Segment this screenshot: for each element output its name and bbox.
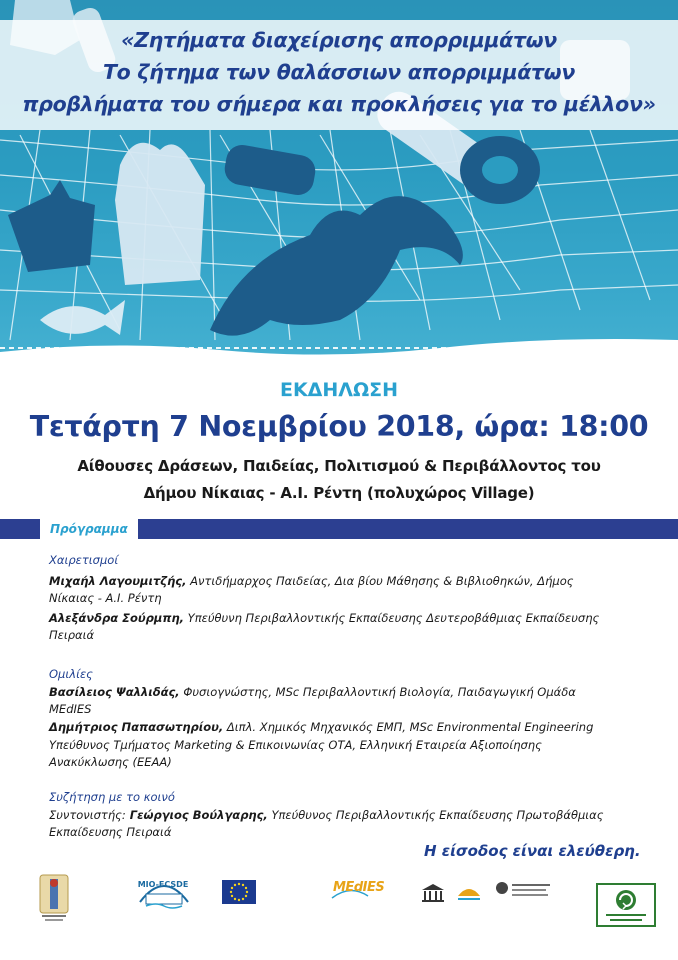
speaker-role: Υπεύθυνη Περιβαλλοντικής Εκπαίδευσης Δευτεροβάθμιας Εκπαίδευσης [184,611,600,625]
discussion-title: Συζήτηση με το κοινό [49,790,175,804]
speaker-name: Μιχαήλ Λαγουμιτζής, [49,574,187,588]
dark-bag-icon [8,180,95,272]
speaker-name: Αλεξάνδρα Σούρμπη, [49,611,185,625]
university-logo-icon [454,878,484,906]
greeting-entry-1 [49,573,573,589]
speaker-role: Αντιδήμαρχος Παιδείας, Δια βίου Μάθησης & Βιβλιοθηκών, Δήμος [186,574,574,588]
unesco-icon [420,882,446,904]
speaker-role: Διπλ. Χημικός Μηχανικός ΕΜΠ, MSc Environmental Engineering [223,720,594,734]
free-entry-note: Η είσοδος είναι ελεύθερη. [424,842,641,860]
ministry-logo-icon [494,880,554,904]
municipality-crest-icon [36,873,72,923]
speaker-name: Γεώργιος Βούλγαρης, [125,808,268,822]
talk-entry-2-cont-1: Υπεύθυνος Τμήματος Marketing & Επικοινωνίας ΟΤΑ, Ελληνική Εταιρεία Αξιοποίησης [49,738,542,752]
greeting-entry-2 [49,610,599,626]
talk-entry-2-cont-2: Ανακύκλωσης (ΕΕΑΑ) [49,755,172,769]
title-line-2: Το ζήτημα των θαλάσσιων απορριμμάτων [103,60,575,84]
hero-banner [0,0,678,372]
program-header-bar [0,519,678,539]
title-line-1: «Ζητήματα διαχείρισης απορριμμάτων [121,28,557,52]
title-line-3: προβλήματα του σήμερα και προκλήσεις για το μέλλον» [22,92,656,116]
event-label: ΕΚΔΗΛΩΣΗ [279,379,399,401]
event-venue-line-2: Δήμου Νίκαιας - Α.Ι. Ρέντη (πολυχώρος Village) [143,484,535,502]
event-venue-line-1: Αίθουσες Δράσεων, Παιδείας, Πολιτισμού & Περιβάλλοντος του [77,457,601,475]
speaker-name: Δημήτριος Παπασωτηρίου, [49,720,224,734]
recycling-icon [596,883,656,927]
event-date: Τετάρτη 7 Νοεμβρίου 2018, ώρα: 18:00 [29,410,649,443]
medies-logo-text: MEdIES [333,880,385,895]
mio-ecsde-logo-text: MIO-ECSDE [137,880,189,889]
program-heading: Πρόγραμμα [40,519,138,539]
talk-entry-1-cont: MEdIES [49,702,92,716]
carrier-bag-icon [115,143,205,285]
fish-icon [40,300,125,335]
greeting-entry-2-cont: Πειραιά [49,628,95,642]
talk-entry-2 [49,719,593,735]
talk-entry-1 [49,684,576,700]
wave-shape [0,339,678,372]
speaker-name: Βασίλειος Ψαλλιδάς, [49,685,180,699]
greeting-entry-1-cont: Νίκαιας - Α.Ι. Ρέντη [49,591,162,605]
coordinator-label: Συντονιστής: [49,808,126,822]
discussion-entry [49,807,604,823]
eu-flag-icon [222,880,256,904]
talks-title: Ομιλίες [49,667,93,681]
speaker-role: Φυσιογνώστης, MSc Περιβαλλοντική Βιολογία, Παιδαγωγική Ομάδα [179,685,576,699]
speaker-role: Υπεύθυνος Περιβαλλοντικής Εκπαίδευσης Πρωτοβάθμιας [267,808,604,822]
greetings-title: Χαιρετισμοί [49,553,119,567]
discussion-entry-cont: Εκπαίδευσης Πειραιά [49,825,172,839]
dark-bottle-icon [222,142,318,197]
